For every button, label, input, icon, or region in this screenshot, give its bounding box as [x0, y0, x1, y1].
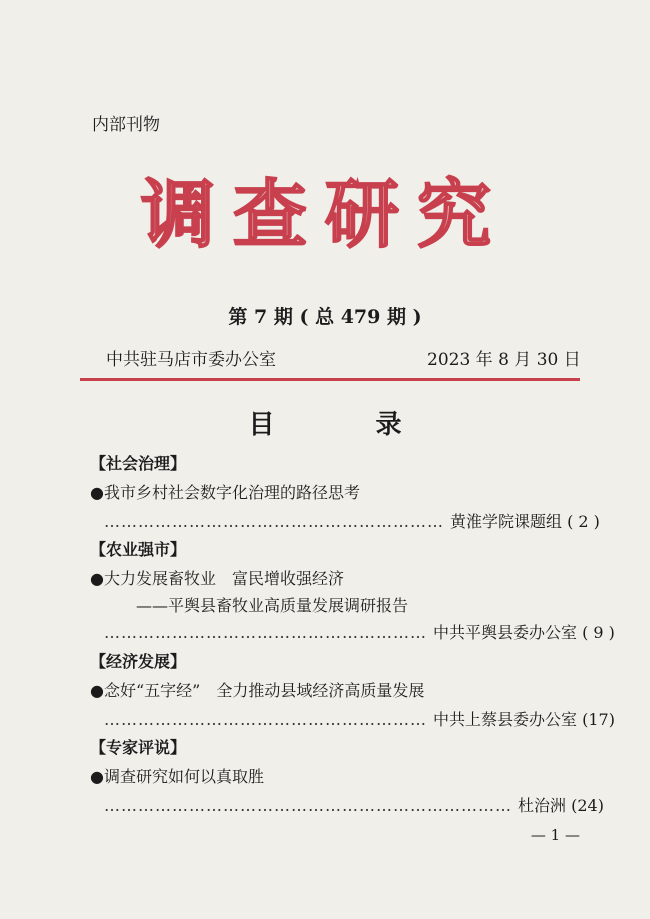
toc-category: 【社会治理】: [90, 454, 187, 473]
page-number: — 1 —: [530, 826, 580, 844]
toc-article-title[interactable]: ●念好“五字经” 全力推动县域经济高质量发展: [90, 681, 425, 700]
publication-title: 调查研究: [141, 172, 509, 258]
toc-article-source: 中共平舆县委办公室 ( 9 ): [433, 623, 615, 642]
toc-article-title[interactable]: ●我市乡村社会数字化治理的路径思考: [90, 483, 360, 502]
toc-article-source: 黄淮学院课题组 ( 2 ): [450, 512, 600, 531]
toc-entry-line: [104, 794, 604, 818]
toc-article-subtitle: ——平舆县畜牧业高质量发展调研报告: [136, 596, 409, 615]
publish-date: 2023 年 8 月 30 日: [427, 350, 581, 370]
toc-category: 【专家评说】: [90, 738, 187, 757]
toc-leader-dots: ………………………………………………………………: [104, 796, 512, 815]
issue-number: 第 7 期 ( 总 479 期 ): [228, 306, 422, 328]
header-divider: [80, 378, 580, 381]
toc-article-title[interactable]: ●大力发展畜牧业 富民增收强经济: [90, 569, 344, 588]
internal-publication-label: 内部刊物: [92, 115, 160, 135]
toc-leader-dots: …………………………………………………: [104, 623, 427, 642]
toc-category: 【经济发展】: [90, 652, 187, 671]
publisher-organization: 中共驻马店市委办公室: [106, 350, 276, 370]
toc-article-source: 中共上蔡县委办公室 (17): [433, 710, 615, 729]
toc-leader-dots: …………………………………………………: [104, 710, 427, 729]
toc-article-title[interactable]: ●调查研究如何以真取胜: [90, 767, 264, 786]
toc-entry-line: [104, 621, 615, 645]
toc-entry-line: [104, 708, 615, 732]
toc-leader-dots: ……………………………………………………: [104, 512, 444, 531]
toc-article-source: 杜治洲 (24): [518, 796, 604, 815]
toc-heading: 目 录: [248, 410, 448, 440]
toc-category: 【农业强市】: [90, 540, 187, 559]
toc-entry-line: [104, 510, 600, 534]
